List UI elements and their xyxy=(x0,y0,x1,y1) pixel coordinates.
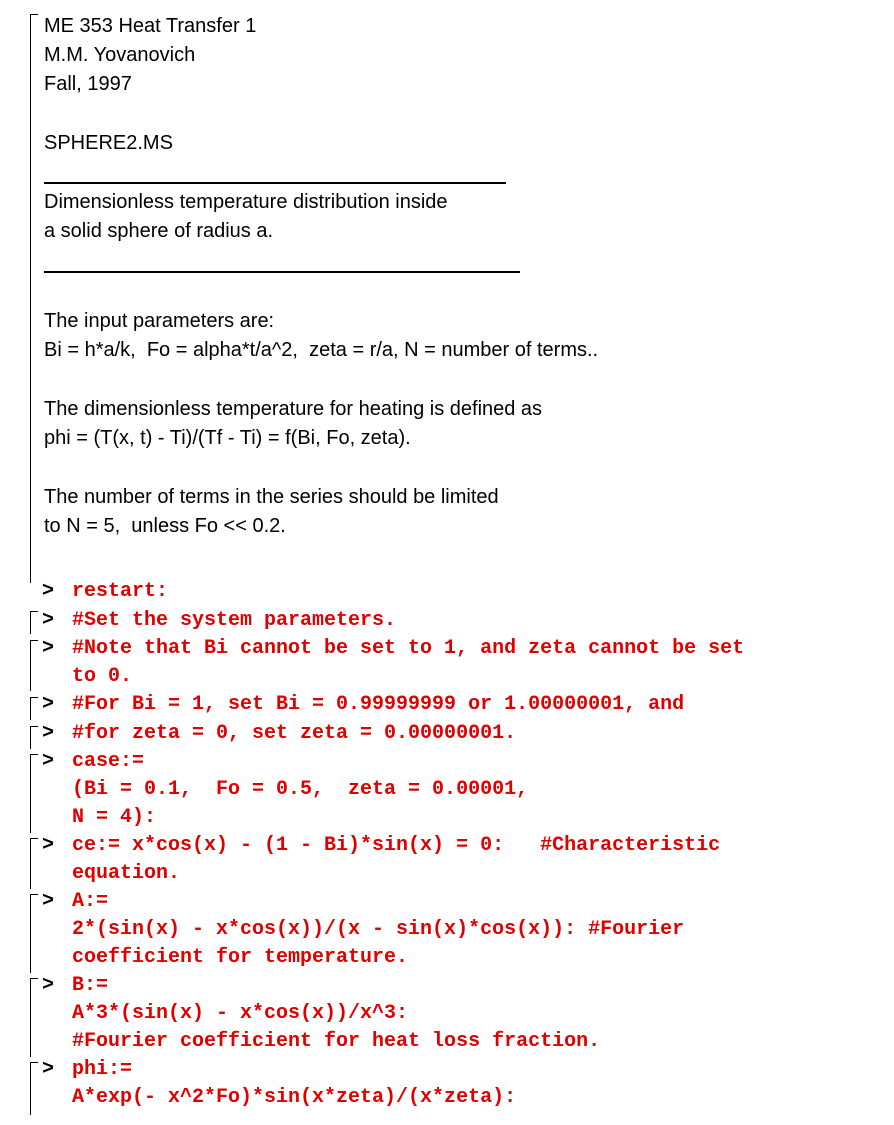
input-prompt: > xyxy=(42,637,55,660)
filename-text: SPHERE2.MS xyxy=(44,132,173,154)
maple-input-phi[interactable]: phi:= xyxy=(72,1058,133,1081)
input-prompt: > xyxy=(42,834,55,857)
temp-def-line-1: The dimensionless temperature for heating is defined as xyxy=(44,398,543,420)
execution-group-bracket[interactable] xyxy=(30,838,38,889)
maple-input-B-cont[interactable]: #Fourier coefficient for heat loss fraction. xyxy=(72,1030,601,1053)
execution-group-bracket[interactable] xyxy=(30,726,38,749)
input-prompt: > xyxy=(42,609,55,632)
maple-input-comment[interactable]: #for zeta = 0, set zeta = 0.00000001. xyxy=(72,722,517,745)
divider-top xyxy=(44,182,506,184)
section-bracket-text[interactable] xyxy=(30,14,38,583)
execution-group-bracket[interactable] xyxy=(30,611,38,634)
input-prompt: > xyxy=(42,693,55,716)
maple-input-comment[interactable]: #Note that Bi cannot be set to 1, and zeta cannot be set xyxy=(72,637,745,660)
maple-input-case-cont[interactable]: (Bi = 0.1, Fo = 0.5, zeta = 0.00001, xyxy=(72,778,529,801)
terms-note-line-2: to N = 5, unless Fo << 0.2. xyxy=(44,515,286,537)
execution-group-bracket[interactable] xyxy=(30,754,38,833)
execution-group-bracket[interactable] xyxy=(30,697,38,720)
execution-group-bracket[interactable] xyxy=(30,640,38,691)
params-intro-line-2: Bi = h*a/k, Fo = alpha*t/a^2, zeta = r/a, N = number of terms.. xyxy=(44,339,599,361)
input-prompt: > xyxy=(42,580,55,603)
input-prompt: > xyxy=(42,1058,55,1081)
maple-input-ce[interactable]: ce:= x*cos(x) - (1 - Bi)*sin(x) = 0: #Characteristic xyxy=(72,834,721,857)
maple-input-case[interactable]: case:= xyxy=(72,750,145,773)
maple-input-B-cont[interactable]: A*3*(sin(x) - x*cos(x))/x^3: xyxy=(72,1002,409,1025)
input-prompt: > xyxy=(42,750,55,773)
terms-note-line-1: The number of terms in the series should be limited xyxy=(44,486,499,508)
maple-input-restart[interactable]: restart: xyxy=(72,580,169,603)
maple-input-A-cont[interactable]: 2*(sin(x) - x*cos(x))/(x - sin(x)*cos(x)): #Fourier xyxy=(72,918,685,941)
maple-input-ce-cont[interactable]: equation. xyxy=(72,862,181,885)
author-name: M.M. Yovanovich xyxy=(44,44,196,66)
maple-input-case-cont[interactable]: N = 4): xyxy=(72,806,157,829)
temp-def-line-2: phi = (T(x, t) - Ti)/(Tf - Ti) = f(Bi, Fo, zeta). xyxy=(44,427,411,449)
term-text: Fall, 1997 xyxy=(44,73,132,95)
maple-input-comment[interactable]: #For Bi = 1, set Bi = 0.99999999 or 1.00000001, and xyxy=(72,693,685,716)
execution-group-bracket[interactable] xyxy=(30,894,38,973)
description-line-1: Dimensionless temperature distribution inside xyxy=(44,191,448,213)
execution-group-bracket[interactable] xyxy=(30,978,38,1057)
description-line-2: a solid sphere of radius a. xyxy=(44,220,274,242)
input-prompt: > xyxy=(42,974,55,997)
course-title: ME 353 Heat Transfer 1 xyxy=(44,15,257,37)
maple-input-comment[interactable]: #Set the system parameters. xyxy=(72,609,397,632)
divider-bottom xyxy=(44,271,520,273)
input-prompt: > xyxy=(42,890,55,913)
maple-input-B[interactable]: B:= xyxy=(72,974,109,997)
execution-group-bracket[interactable] xyxy=(30,1062,38,1115)
input-prompt: > xyxy=(42,722,55,745)
maple-input-comment-cont[interactable]: to 0. xyxy=(72,665,133,688)
maple-input-phi-cont[interactable]: A*exp(- x^2*Fo)*sin(x*zeta)/(x*zeta): xyxy=(72,1086,517,1109)
params-intro-line-1: The input parameters are: xyxy=(44,310,275,332)
maple-input-A-cont[interactable]: coefficient for temperature. xyxy=(72,946,409,969)
maple-input-A[interactable]: A:= xyxy=(72,890,109,913)
